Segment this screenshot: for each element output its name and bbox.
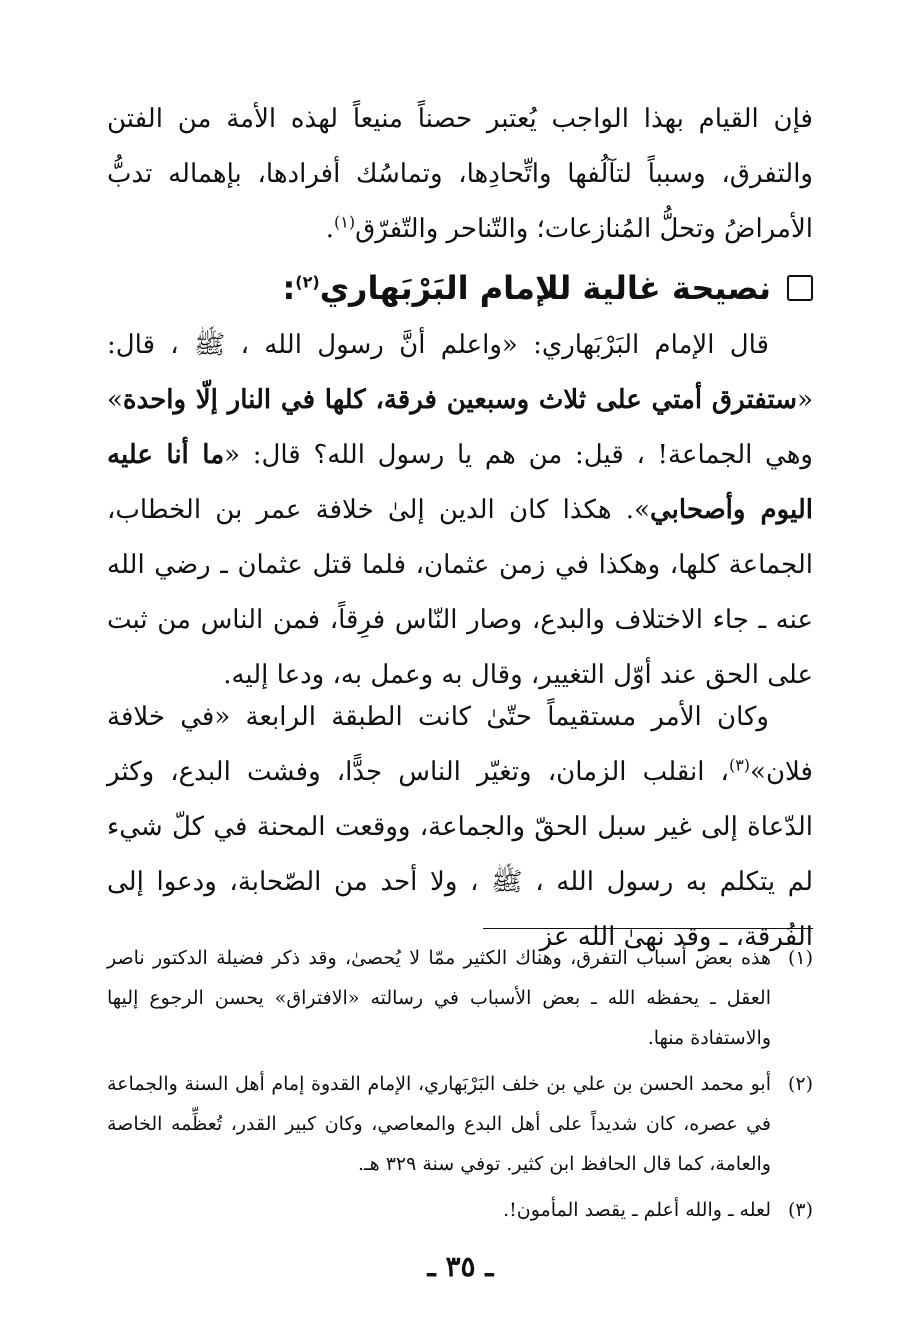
heading-text: نصيحة غالية للإمام البَرْبَهاري (319, 269, 771, 307)
footnote-text: أبو محمد الحسن بن علي بن خلف البَرْبَهاري، الإمام القدوة إمام أهل السنة والجماعة في عصره، كان شديداً على أهل البدع والمعاصي، وكان كبير القدر، تُعظِّمه الخاصة والعامة، كما قال الحافظ ابن كثير. توفي سنة ٣٢٩ هـ. (107, 1073, 771, 1175)
square-bullet-icon (787, 275, 813, 301)
heading-suffix: : (282, 269, 296, 307)
paragraph-fourth-generation (107, 690, 813, 965)
footnote-number: (٢) (787, 1073, 813, 1095)
hadith-bold-1: ستفترق أمتي على ثلاث وسبعين فرقة، كلها في النار إلّا واحدة (122, 385, 798, 415)
footnote-text: لعله ـ والله أعلم ـ يقصد المأمون!. (503, 1199, 771, 1221)
para3-part-1: وكان الأمر مستقيماً حتّىٰ كانت الطبقة الرابعة «في خلافة فلان» (107, 702, 813, 787)
footnote-ref-1[interactable]: (١) (333, 212, 356, 232)
hadith-bold-2: ما أنا عليه اليوم وأصحابي (107, 440, 813, 525)
heading-title (283, 269, 772, 307)
intro-text: فإن القيام بهذا الواجب يُعتبر حصناً منيعاً لهذه الأمة من الفتن والتفرق، وسبباً لتآلُفها واتِّحادِها، وتماسُك أفرادها، بإهماله تدبُّ الأمراضُ وتحلُّ المُنازعات؛ والتّناحر والتّفرّق (107, 104, 813, 244)
intro-end: . (325, 214, 334, 244)
intro-paragraph (107, 92, 813, 257)
footnote-item (107, 1190, 813, 1230)
paragraph-barbahari-quote (107, 318, 813, 703)
footnote-item (107, 938, 813, 1058)
para3-part-2: ، انقلب الزمان، وتغيّر الناس جدًّا، وفشت البدع، وكثر الدّعاة إلى غير سبل الحقّ والجماعة، ووقعت المحنة في كلّ شيء لم يتكلم به رسول الله ، ﷺ ، ولا أحد من الصّحابة، ودعوا إلى الفُرقة، ـ وقد نهىٰ الله عز (107, 757, 813, 952)
footnote-ref-2[interactable]: (٢) (295, 272, 320, 292)
footnotes-section (107, 938, 813, 1236)
quote-part-3: ». هكذا كان الدين إلىٰ خلافة عمر بن الخطاب، الجماعة كلها، وهكذا في زمن عثمان، فلما قتل عثمان ـ رضي الله عنه ـ جاء الاختلاف والبدع، وصار النّاس فرِقاً، فمن الناس من ثبت على الحق عند أوّل التغيير، وقال به وعمل به، ودعا إليه. (107, 495, 813, 690)
footnote-text: هذه بعض أسباب التفرق، وهناك الكثير ممّا لا يُحصىٰ، وقد ذكر فضيلة الدكتور ناصر العقل ـ يحفظه الله ـ بعض الأسباب في رسالته «الافتراق» يحسن الرجوع إليها والاستفادة منها. (107, 947, 771, 1049)
section-heading (107, 258, 813, 318)
footnote-divider (483, 928, 813, 929)
footnote-item (107, 1064, 813, 1184)
quote-part-1: قال الإمام البَرْبَهاري: «واعلم أنَّ رسول الله ، ﷺ ، قال: « (107, 330, 813, 415)
footnote-number: (٣) (787, 1199, 813, 1221)
footnote-number: (١) (787, 947, 813, 969)
page-number: ـ ٣٥ ـ (427, 1250, 494, 1283)
footnote-ref-3[interactable]: (٣) (728, 755, 751, 775)
quote-part-2: » وهي الجماعة! ، قيل: من هم يا رسول الله؟ قال: « (107, 385, 813, 470)
